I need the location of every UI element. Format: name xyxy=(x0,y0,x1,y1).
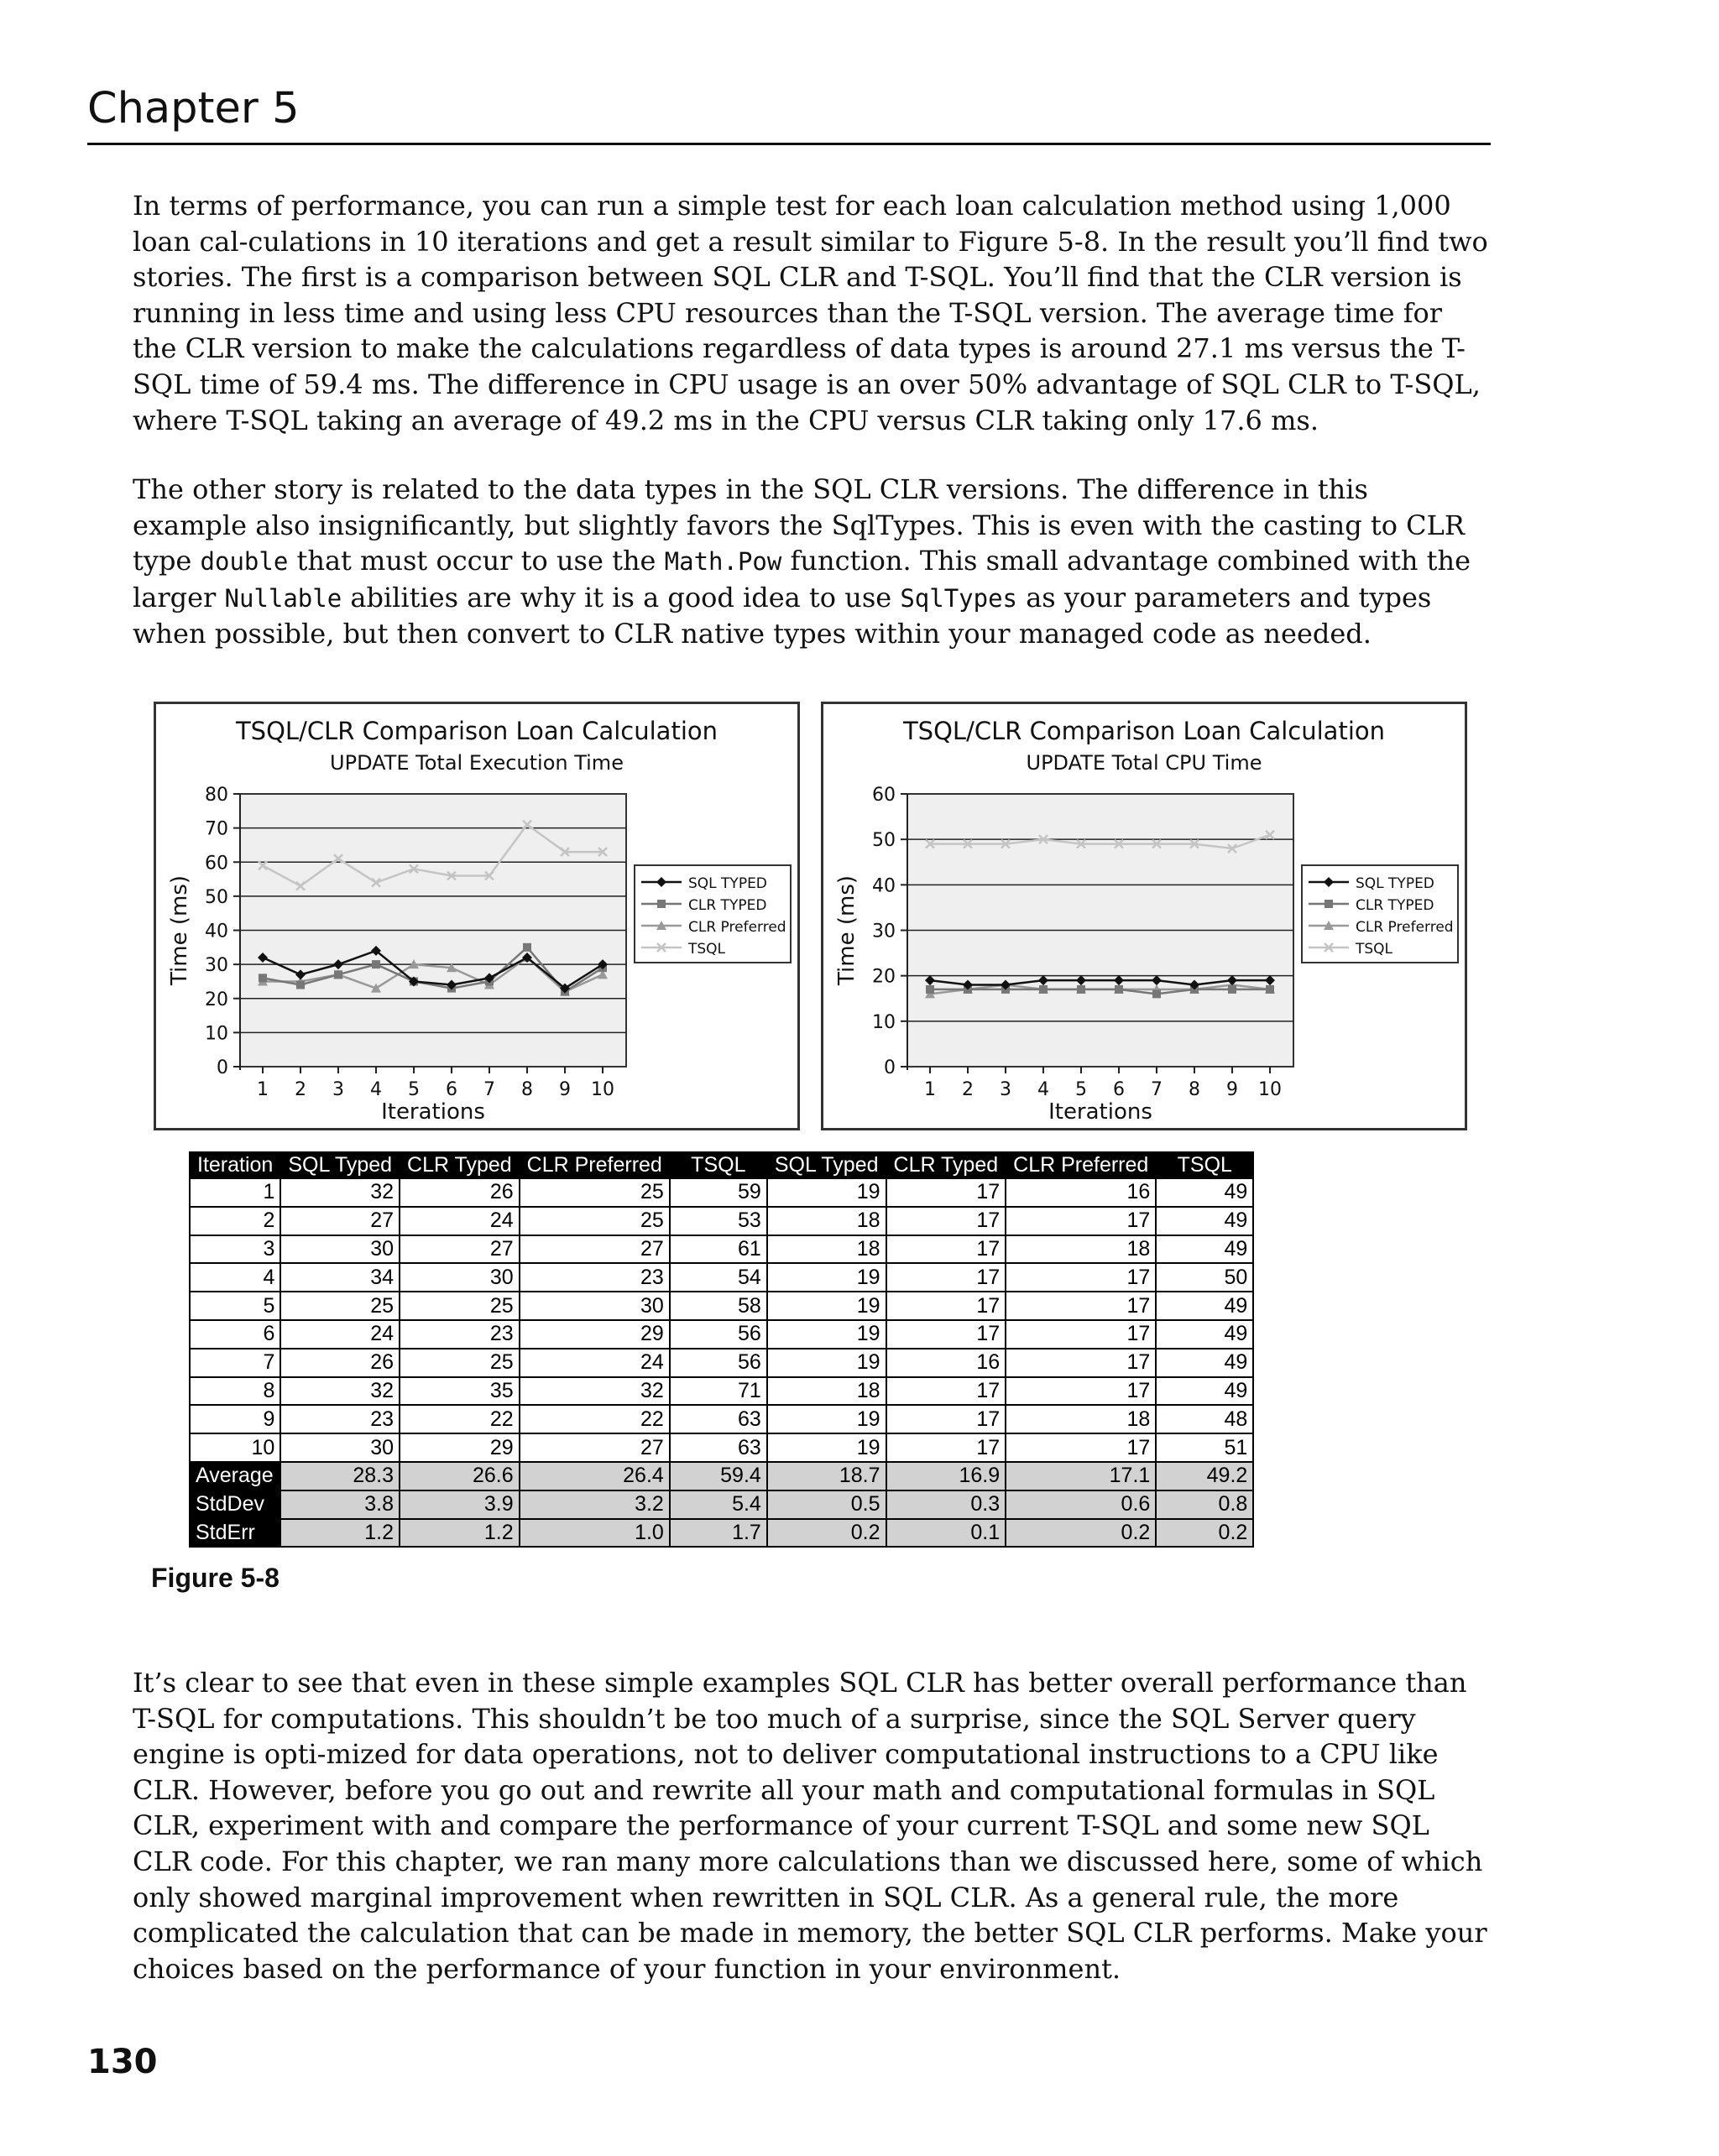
table-cell: 16 xyxy=(1006,1178,1156,1207)
table-row xyxy=(190,1349,1253,1377)
table-cell: 49 xyxy=(1156,1349,1253,1377)
x-tick-label: 9 xyxy=(1226,1079,1238,1100)
table-stat-cell: 49.2 xyxy=(1156,1462,1253,1490)
chart-title: TSQL/CLR Comparison Loan Calculation xyxy=(902,717,1386,745)
p2-text-a: The other story is related to the data types in the SQL CLR versions. The difference in this example also insignificantly, but slightly favors the SqlTypes. This is even with the casting to CLR type xyxy=(133,473,1465,577)
table-cell: 49 xyxy=(1156,1377,1253,1406)
y-tick-label: 10 xyxy=(205,1023,228,1045)
table-stat-cell: 0.1 xyxy=(886,1519,1006,1548)
table-cell: 25 xyxy=(520,1178,670,1207)
x-tick-label: 4 xyxy=(1037,1079,1049,1100)
table-cell: 3 xyxy=(190,1235,280,1264)
table-row xyxy=(190,1207,1253,1235)
table-cell: 29 xyxy=(400,1433,520,1462)
table-cell: 17 xyxy=(886,1377,1006,1406)
table-cell: 58 xyxy=(670,1292,767,1320)
x-tick-label: 5 xyxy=(408,1079,420,1100)
table-stat-cell: 26.6 xyxy=(400,1462,520,1490)
table-stat-cell: 5.4 xyxy=(670,1490,767,1519)
code-math-pow: Math.Pow xyxy=(664,547,782,577)
table-cell: 17 xyxy=(1006,1320,1156,1349)
table-stat-cell: 0.5 xyxy=(767,1490,886,1519)
chapter-title: Chapter 5 xyxy=(87,84,300,133)
x-tick-label: 6 xyxy=(1113,1079,1125,1100)
x-axis-label: Iterations xyxy=(381,1099,485,1125)
table-cell: 18 xyxy=(1006,1405,1156,1433)
x-tick-label: 1 xyxy=(924,1079,936,1100)
x-tick-label: 6 xyxy=(446,1079,457,1100)
table-cell: 17 xyxy=(1006,1377,1156,1406)
table-stat-cell: 26.4 xyxy=(520,1462,670,1490)
data-point-clr-typed xyxy=(296,981,305,989)
x-tick-label: 9 xyxy=(559,1079,571,1100)
data-point-clr-typed xyxy=(334,970,342,979)
table-stat-row xyxy=(190,1490,1253,1519)
table-cell: 56 xyxy=(670,1320,767,1349)
table-stat-cell: 1.2 xyxy=(280,1519,400,1548)
p2-text-e: as your parameters and types when possible, but then convert to CLR native types within your managed code as needed. xyxy=(133,581,1432,650)
table-cell: 49 xyxy=(1156,1178,1253,1207)
table-cell: 5 xyxy=(190,1292,280,1320)
data-point-clr-typed xyxy=(372,960,380,968)
table-stat-cell: 28.3 xyxy=(280,1462,400,1490)
x-tick-label: 7 xyxy=(483,1079,495,1100)
table-cell: 71 xyxy=(670,1377,767,1406)
table-cell: 53 xyxy=(670,1207,767,1235)
header-rule xyxy=(87,143,1491,145)
table-cell: 54 xyxy=(670,1263,767,1292)
table-cell: 6 xyxy=(190,1320,280,1349)
table-cell: 17 xyxy=(886,1320,1006,1349)
table-cell: 30 xyxy=(280,1433,400,1462)
cpu-time-chart xyxy=(821,702,1467,1130)
code-sqltypes: SqlTypes xyxy=(900,583,1018,613)
table-cell: 17 xyxy=(886,1235,1006,1264)
cpu-time-chart-svg xyxy=(823,704,1465,1128)
table-cell: 61 xyxy=(670,1235,767,1264)
chart-subtitle: UPDATE Total CPU Time xyxy=(1026,751,1262,775)
table-cell: 8 xyxy=(190,1377,280,1406)
table-cell: 9 xyxy=(190,1405,280,1433)
table-cell: 32 xyxy=(520,1377,670,1406)
x-tick-label: 10 xyxy=(1258,1079,1282,1100)
x-tick-label: 7 xyxy=(1151,1079,1163,1100)
table-cell: 49 xyxy=(1156,1320,1253,1349)
legend-label: CLR TYPED xyxy=(688,897,767,914)
table-cell: 22 xyxy=(520,1405,670,1433)
x-tick-label: 10 xyxy=(591,1079,614,1100)
table-cell: 27 xyxy=(280,1207,400,1235)
data-point-clr-typed xyxy=(1115,985,1123,994)
p2-text-c: function. This small advantage combined with the larger xyxy=(133,545,1471,613)
y-tick-label: 0 xyxy=(884,1057,896,1078)
code-nullable: Nullable xyxy=(224,583,342,613)
table-stat-cell: 59.4 xyxy=(670,1462,767,1490)
x-tick-label: 3 xyxy=(1000,1079,1011,1100)
table-cell: 18 xyxy=(767,1207,886,1235)
results-table xyxy=(189,1151,1254,1548)
table-cell: 24 xyxy=(520,1349,670,1377)
x-tick-label: 5 xyxy=(1075,1079,1087,1100)
table-cell: 19 xyxy=(767,1292,886,1320)
table-cell: 23 xyxy=(280,1405,400,1433)
table-stat-cell: 3.9 xyxy=(400,1490,520,1519)
table-cell: 17 xyxy=(886,1178,1006,1207)
y-axis-label: Time (ms) xyxy=(834,874,860,986)
table-stat-cell: 3.8 xyxy=(280,1490,400,1519)
table-header-row xyxy=(190,1152,1253,1178)
chart-subtitle: UPDATE Total Execution Time xyxy=(330,751,624,775)
table-cell: 22 xyxy=(400,1405,520,1433)
paragraph-data-types xyxy=(133,472,1491,652)
table-header-cell: Iteration xyxy=(190,1152,280,1178)
table-cell: 18 xyxy=(1006,1235,1156,1264)
table-cell: 17 xyxy=(886,1263,1006,1292)
table-cell: 17 xyxy=(1006,1349,1156,1377)
x-axis-label: Iterations xyxy=(1048,1099,1152,1125)
table-cell: 4 xyxy=(190,1263,280,1292)
x-tick-label: 8 xyxy=(521,1079,533,1100)
data-point-clr-typed xyxy=(1228,985,1236,994)
table-header-cell: SQL Typed xyxy=(767,1152,886,1178)
table-cell: 49 xyxy=(1156,1207,1253,1235)
x-tick-label: 1 xyxy=(257,1079,269,1100)
table-stat-cell: 0.2 xyxy=(1156,1519,1253,1548)
code-double: double xyxy=(200,547,289,577)
table-cell: 19 xyxy=(767,1263,886,1292)
table-cell: 25 xyxy=(520,1207,670,1235)
table-row xyxy=(190,1178,1253,1207)
chart-legend xyxy=(635,865,791,963)
page-number: 130 xyxy=(87,2043,158,2081)
table-header-cell: SQL Typed xyxy=(280,1152,400,1178)
legend-label: CLR Preferred xyxy=(688,919,786,936)
table-cell: 63 xyxy=(670,1405,767,1433)
table-cell: 17 xyxy=(1006,1263,1156,1292)
y-tick-label: 40 xyxy=(205,921,228,942)
y-tick-label: 0 xyxy=(217,1057,228,1078)
data-point-clr-typed xyxy=(1077,985,1085,994)
x-tick-label: 2 xyxy=(962,1079,974,1100)
y-tick-label: 20 xyxy=(872,966,896,988)
p2-text-d: abilities are why it is a good idea to use xyxy=(342,581,901,613)
table-cell: 30 xyxy=(520,1292,670,1320)
p2-text-b: that must occur to use the xyxy=(288,545,665,577)
table-stat-cell: 0.8 xyxy=(1156,1490,1253,1519)
table-cell: 18 xyxy=(767,1235,886,1264)
y-tick-label: 60 xyxy=(205,853,228,874)
y-tick-label: 10 xyxy=(872,1011,896,1033)
execution-time-chart xyxy=(154,702,800,1130)
table-row xyxy=(190,1263,1253,1292)
table-header-cell: TSQL xyxy=(1156,1152,1253,1178)
legend-label: SQL TYPED xyxy=(688,875,767,892)
y-tick-label: 20 xyxy=(205,989,228,1010)
table-cell: 25 xyxy=(280,1292,400,1320)
table-stat-label: StdErr xyxy=(190,1519,280,1548)
paragraph-performance: In terms of performance, you can run a simple test for each loan calculation method using 1,000 loan cal-culations in 10 iterations and get a result similar to Figure 5-8. In the result you’ll find two stories. The first is a comparison between SQL CLR and T-SQL. You’ll find that the CLR version is running in less time and using less CPU resources than the T-SQL version. The average time for the CLR version to make the calculations regardless of data types is around 27.1 ms versus the T-SQL time of 59.4 ms. The difference in CPU usage is an over 50% advantage of SQL CLR to T-SQL, where T-SQL taking an average of 49.2 ms in the CPU versus CLR taking only 17.6 ms. xyxy=(133,190,1488,436)
data-point-clr-typed xyxy=(1039,985,1048,994)
table-header-cell: CLR Typed xyxy=(886,1152,1006,1178)
x-tick-label: 3 xyxy=(332,1079,344,1100)
data-point-clr-typed xyxy=(259,974,267,982)
table-cell: 19 xyxy=(767,1405,886,1433)
table-stat-row xyxy=(190,1519,1253,1548)
table-cell: 27 xyxy=(520,1433,670,1462)
table-cell: 17 xyxy=(1006,1292,1156,1320)
table-cell: 17 xyxy=(886,1405,1006,1433)
data-point-clr-typed xyxy=(657,900,666,908)
table-stat-label: StdDev xyxy=(190,1490,280,1519)
table-header-cell: CLR Preferred xyxy=(1006,1152,1156,1178)
table-cell: 49 xyxy=(1156,1292,1253,1320)
paragraph-conclusion: It’s clear to see that even in these simple examples SQL CLR has better overall performance than T-SQL for computations. This shouldn’t be too much of a surprise, since the SQL Server query engine is opti-mized for data operations, not to deliver computational instructions to a CPU like CLR. However, before you go out and rewrite all your math and computational formulas in SQL CLR, experiment with and compare the performance of your current T-SQL and some new SQL CLR code. For this chapter, we ran many more calculations than we discussed here, some of which only showed marginal improvement when rewritten in SQL CLR. As a general rule, the more complicated the calculation that can be made in memory, the better SQL CLR performs. Make your choices based on the performance of your function in your environment. xyxy=(133,1667,1487,1985)
legend-label: CLR TYPED xyxy=(1356,897,1434,914)
table-cell: 17 xyxy=(886,1433,1006,1462)
table-cell: 63 xyxy=(670,1433,767,1462)
table-row xyxy=(190,1377,1253,1406)
table-cell: 49 xyxy=(1156,1235,1253,1264)
table-stat-cell: 16.9 xyxy=(886,1462,1006,1490)
x-tick-label: 4 xyxy=(370,1079,382,1100)
y-axis-label: Time (ms) xyxy=(167,874,192,986)
y-tick-label: 50 xyxy=(872,830,896,852)
table-cell: 26 xyxy=(280,1349,400,1377)
data-point-clr-typed xyxy=(926,985,934,994)
table-row xyxy=(190,1433,1253,1462)
y-tick-label: 70 xyxy=(205,818,228,840)
table-stat-row xyxy=(190,1462,1253,1490)
table-cell: 25 xyxy=(400,1349,520,1377)
table-cell: 51 xyxy=(1156,1433,1253,1462)
legend-label: SQL TYPED xyxy=(1356,875,1434,892)
table-cell: 17 xyxy=(1006,1207,1156,1235)
table-cell: 2 xyxy=(190,1207,280,1235)
table-cell: 30 xyxy=(280,1235,400,1264)
table-cell: 10 xyxy=(190,1433,280,1462)
table-stat-cell: 0.3 xyxy=(886,1490,1006,1519)
chart-title: TSQL/CLR Comparison Loan Calculation xyxy=(235,717,718,745)
data-point-clr-typed xyxy=(523,943,531,952)
table-header-cell: CLR Typed xyxy=(400,1152,520,1178)
table-cell: 32 xyxy=(280,1377,400,1406)
table-stat-cell: 3.2 xyxy=(520,1490,670,1519)
table-cell: 27 xyxy=(520,1235,670,1264)
x-tick-label: 2 xyxy=(295,1079,306,1100)
table-body xyxy=(190,1178,1253,1547)
table-cell: 25 xyxy=(400,1292,520,1320)
table-cell: 30 xyxy=(400,1263,520,1292)
table-cell: 17 xyxy=(1006,1433,1156,1462)
table-cell: 48 xyxy=(1156,1405,1253,1433)
table-stat-label: Average xyxy=(190,1462,280,1490)
legend-label: TSQL xyxy=(1356,941,1393,958)
table-stat-cell: 1.0 xyxy=(520,1519,670,1548)
table-cell: 7 xyxy=(190,1349,280,1377)
table-cell: 24 xyxy=(400,1207,520,1235)
chart-legend xyxy=(1302,865,1458,963)
table-cell: 19 xyxy=(767,1433,886,1462)
table-cell: 23 xyxy=(520,1263,670,1292)
table-cell: 17 xyxy=(886,1292,1006,1320)
execution-time-chart-svg xyxy=(156,704,797,1128)
table-cell: 59 xyxy=(670,1178,767,1207)
table-stat-cell: 18.7 xyxy=(767,1462,886,1490)
y-tick-label: 30 xyxy=(205,955,228,977)
table-row xyxy=(190,1235,1253,1264)
table-cell: 56 xyxy=(670,1349,767,1377)
y-tick-label: 30 xyxy=(872,921,896,942)
table-row xyxy=(190,1292,1253,1320)
table-cell: 1 xyxy=(190,1178,280,1207)
table-stat-cell: 0.6 xyxy=(1006,1490,1156,1519)
y-tick-label: 60 xyxy=(872,785,896,806)
table-cell: 24 xyxy=(280,1320,400,1349)
table-cell: 26 xyxy=(400,1178,520,1207)
x-tick-label: 8 xyxy=(1189,1079,1200,1100)
y-tick-label: 80 xyxy=(205,785,228,806)
table-header-cell: TSQL xyxy=(670,1152,767,1178)
table-cell: 23 xyxy=(400,1320,520,1349)
table-cell: 50 xyxy=(1156,1263,1253,1292)
table-cell: 32 xyxy=(280,1178,400,1207)
table-stat-cell: 0.2 xyxy=(767,1519,886,1548)
figure-caption: Figure 5-8 xyxy=(151,1563,280,1593)
table-cell: 34 xyxy=(280,1263,400,1292)
table-cell: 29 xyxy=(520,1320,670,1349)
table-cell: 19 xyxy=(767,1349,886,1377)
table-cell: 27 xyxy=(400,1235,520,1264)
table-stat-cell: 1.7 xyxy=(670,1519,767,1548)
data-point-clr-typed xyxy=(1266,985,1274,994)
table-stat-cell: 0.2 xyxy=(1006,1519,1156,1548)
table-cell: 35 xyxy=(400,1377,520,1406)
table-row xyxy=(190,1405,1253,1433)
legend-label: CLR Preferred xyxy=(1356,919,1454,936)
table-cell: 17 xyxy=(886,1207,1006,1235)
data-point-clr-typed xyxy=(1152,989,1161,998)
table-stat-cell: 1.2 xyxy=(400,1519,520,1548)
legend-label: TSQL xyxy=(688,941,726,958)
table-header-cell: CLR Preferred xyxy=(520,1152,670,1178)
table-cell: 16 xyxy=(886,1349,1006,1377)
data-point-clr-typed xyxy=(1325,900,1333,908)
table-stat-cell: 17.1 xyxy=(1006,1462,1156,1490)
table-cell: 19 xyxy=(767,1178,886,1207)
table-cell: 19 xyxy=(767,1320,886,1349)
table-row xyxy=(190,1320,1253,1349)
table-cell: 18 xyxy=(767,1377,886,1406)
y-tick-label: 50 xyxy=(205,886,228,908)
y-tick-label: 40 xyxy=(872,875,896,897)
